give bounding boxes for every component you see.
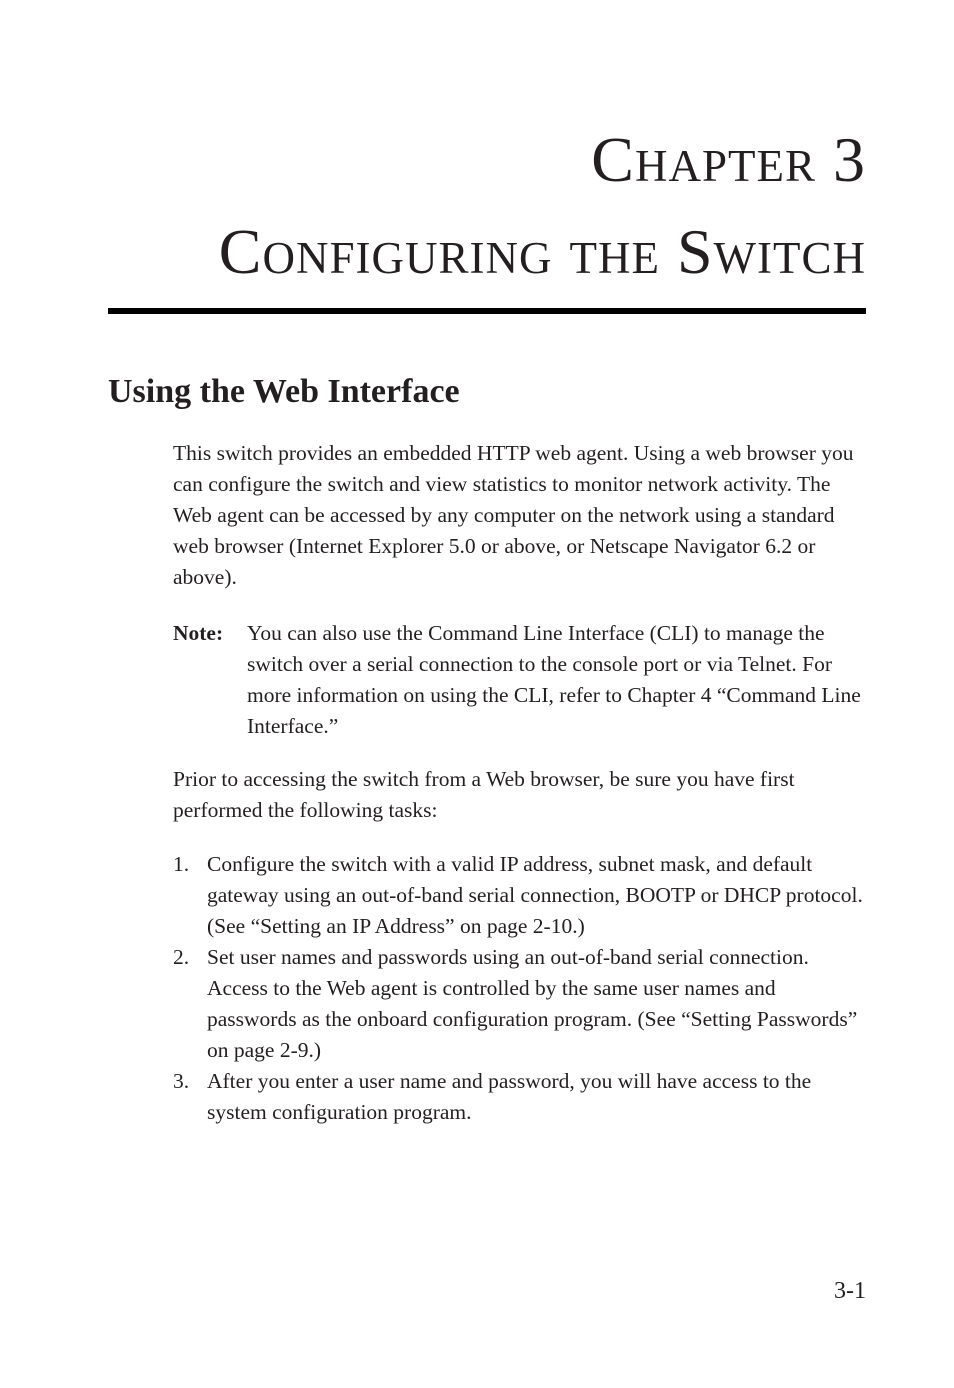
page-number: 3-1 xyxy=(834,1278,866,1304)
list-item-text: After you enter a user name and password, you will have access to the system configuration program. xyxy=(207,1069,812,1124)
chapter-label: Chapter 3 xyxy=(591,124,866,195)
list-item-number: 2. xyxy=(173,945,190,969)
list-item-number: 3. xyxy=(173,1069,190,1093)
list-item-text: Set user names and passwords using an out-of-band serial connection. Access to the Web agent is controlled by the same user names and passwords as the onboard configuration program. (See “Setting Passwords” on page 2-9.) xyxy=(207,945,858,1062)
chapter-title: Configuring the Switch xyxy=(218,216,866,287)
note-label: Note: xyxy=(173,621,224,645)
list-item-number: 1. xyxy=(173,852,190,876)
task-list xyxy=(173,849,866,1128)
section-heading: Using the Web Interface xyxy=(108,373,460,410)
list-item xyxy=(173,1066,866,1128)
note-text: You can also use the Command Line Interface (CLI) to manage the switch over a serial connection to the console port or via Telnet. For more information on using the CLI, refer to Chapter 4 “Command Line Interface.” xyxy=(247,621,861,738)
intro-paragraph: This switch provides an embedded HTTP web agent. Using a web browser you can configure the switch and view statistics to monitor network activity. The Web agent can be accessed by any computer on the network using a standard web browser (Internet Explorer 5.0 or above, or Netscape Navigator 6.2 or above). xyxy=(173,441,854,589)
prereq-paragraph: Prior to accessing the switch from a Web browser, be sure you have first performed the following tasks: xyxy=(173,767,795,822)
list-item xyxy=(173,849,866,942)
list-item-text: Configure the switch with a valid IP address, subnet mask, and default gateway using an out-of-band serial connection, BOOTP or DHCP protocol. (See “Setting an IP Address” on page 2-10.) xyxy=(207,852,863,938)
list-item xyxy=(173,942,866,1066)
chapter-divider xyxy=(108,308,866,314)
